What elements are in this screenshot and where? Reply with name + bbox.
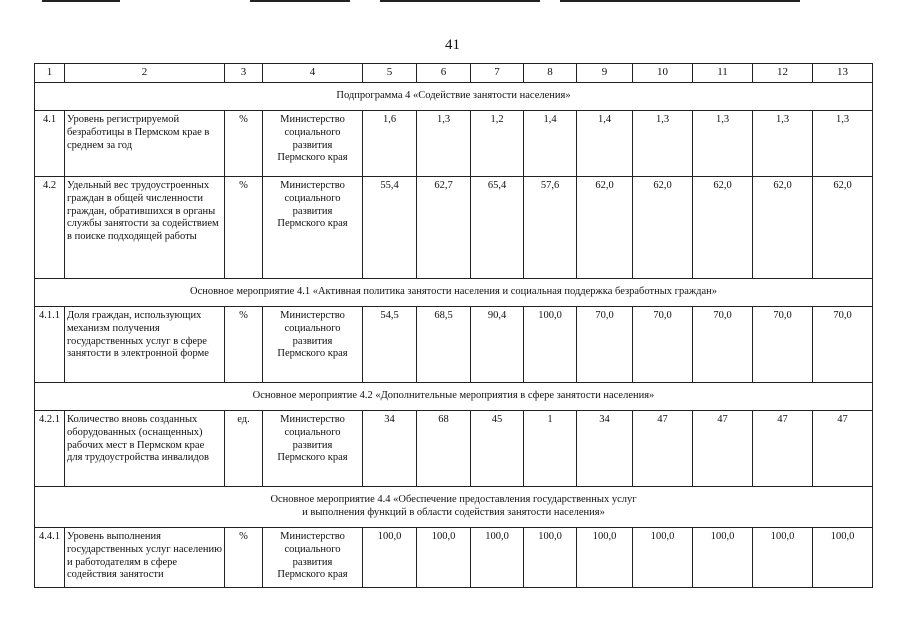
table-row bbox=[35, 177, 873, 279]
value-cell: 1,3 bbox=[633, 111, 693, 177]
value-cell: 70,0 bbox=[753, 307, 813, 383]
value-cell: 55,4 bbox=[363, 177, 417, 279]
row-number: 4.1 bbox=[35, 111, 65, 177]
value-cell: 47 bbox=[633, 411, 693, 487]
row-number: 4.2 bbox=[35, 177, 65, 279]
value-cell: 62,0 bbox=[693, 177, 753, 279]
indicator-name: Удельный вес трудоустроенных граждан в общей численности граждан, обратившихся в органы службы занятости за содействием в поиске подходящей работы bbox=[65, 177, 225, 279]
responsible-cell bbox=[263, 111, 363, 177]
column-number: 1 bbox=[35, 64, 65, 83]
unit-cell: % bbox=[225, 111, 263, 177]
section-title: Основное мероприятие 4.2 «Дополнительные мероприятия в сфере занятости населения» bbox=[35, 383, 873, 411]
value-cell: 54,5 bbox=[363, 307, 417, 383]
value-cell: 34 bbox=[363, 411, 417, 487]
responsible-line: социального bbox=[284, 126, 341, 138]
responsible-cell bbox=[263, 528, 363, 588]
column-number: 11 bbox=[693, 64, 753, 83]
section-title bbox=[35, 487, 873, 528]
value-cell: 90,4 bbox=[471, 307, 524, 383]
top-rule-4 bbox=[560, 0, 800, 2]
responsible-cell bbox=[263, 177, 363, 279]
row-number: 4.1.1 bbox=[35, 307, 65, 383]
row-number: 4.2.1 bbox=[35, 411, 65, 487]
column-number: 8 bbox=[524, 64, 577, 83]
value-cell: 47 bbox=[813, 411, 873, 487]
column-number-row bbox=[35, 64, 873, 83]
responsible-line: Пермского края bbox=[277, 152, 348, 164]
value-cell: 62,0 bbox=[633, 177, 693, 279]
table-row bbox=[35, 528, 873, 588]
unit-cell: % bbox=[225, 528, 263, 588]
responsible-line: социального bbox=[284, 322, 341, 334]
responsible-line: Министерство bbox=[280, 180, 345, 191]
section-title-line: и выполнения функций в области содействия занятости населения» bbox=[302, 507, 605, 518]
responsible-line: Министерство bbox=[280, 414, 345, 425]
value-cell: 1,4 bbox=[577, 111, 633, 177]
responsible-line: социального bbox=[284, 426, 341, 438]
responsible-line: социального bbox=[284, 543, 341, 555]
responsible-line: развития bbox=[292, 556, 333, 568]
section-row bbox=[35, 279, 873, 307]
value-cell: 62,7 bbox=[417, 177, 471, 279]
column-number: 5 bbox=[363, 64, 417, 83]
value-cell: 65,4 bbox=[471, 177, 524, 279]
value-cell: 100,0 bbox=[471, 528, 524, 588]
page-number: 41 bbox=[445, 37, 460, 53]
table-row bbox=[35, 411, 873, 487]
responsible-line: социального bbox=[284, 192, 341, 204]
column-number: 6 bbox=[417, 64, 471, 83]
section-row bbox=[35, 487, 873, 528]
responsible-line: развития bbox=[292, 439, 333, 451]
column-number: 10 bbox=[633, 64, 693, 83]
value-cell: 100,0 bbox=[693, 528, 753, 588]
top-rule-1 bbox=[42, 0, 120, 2]
responsible-line: Министерство bbox=[280, 310, 345, 321]
responsible-cell bbox=[263, 411, 363, 487]
section-row bbox=[35, 83, 873, 111]
indicator-name: Уровень выполнения государственных услуг населению и работодателям в сфере содействия занятости bbox=[65, 528, 225, 588]
value-cell: 100,0 bbox=[633, 528, 693, 588]
responsible-line: Пермского края bbox=[277, 569, 348, 581]
responsible-line: Пермского края bbox=[277, 452, 348, 464]
column-number: 9 bbox=[577, 64, 633, 83]
value-cell: 100,0 bbox=[577, 528, 633, 588]
value-cell: 1,2 bbox=[471, 111, 524, 177]
unit-cell: ед. bbox=[225, 411, 263, 487]
value-cell: 1,6 bbox=[363, 111, 417, 177]
section-row bbox=[35, 383, 873, 411]
value-cell: 62,0 bbox=[577, 177, 633, 279]
top-rule-3 bbox=[380, 0, 540, 2]
column-number: 12 bbox=[753, 64, 813, 83]
section-title-line: Основное мероприятие 4.4 «Обеспечение предоставления государственных услуг bbox=[270, 494, 637, 506]
unit-cell: % bbox=[225, 307, 263, 383]
value-cell: 100,0 bbox=[753, 528, 813, 588]
indicator-name: Доля граждан, использующих механизм получения государственных услуг в сфере занятости в электронной форме bbox=[65, 307, 225, 383]
value-cell: 1,3 bbox=[693, 111, 753, 177]
responsible-line: развития bbox=[292, 139, 333, 151]
responsible-line: развития bbox=[292, 335, 333, 347]
column-number: 13 bbox=[813, 64, 873, 83]
value-cell: 1 bbox=[524, 411, 577, 487]
indicator-name: Уровень регистрируемой безработицы в Пермском крае в среднем за год bbox=[65, 111, 225, 177]
column-number: 2 bbox=[65, 64, 225, 83]
value-cell: 70,0 bbox=[813, 307, 873, 383]
responsible-line: Пермского края bbox=[277, 348, 348, 360]
value-cell: 45 bbox=[471, 411, 524, 487]
value-cell: 57,6 bbox=[524, 177, 577, 279]
value-cell: 70,0 bbox=[633, 307, 693, 383]
section-title: Основное мероприятие 4.1 «Активная политика занятости населения и социальная поддержка безработных граждан» bbox=[35, 279, 873, 307]
value-cell: 68 bbox=[417, 411, 471, 487]
value-cell: 100,0 bbox=[524, 528, 577, 588]
unit-cell: % bbox=[225, 177, 263, 279]
row-number: 4.4.1 bbox=[35, 528, 65, 588]
column-number: 4 bbox=[263, 64, 363, 83]
responsible-line: Пермского края bbox=[277, 218, 348, 230]
value-cell: 1,3 bbox=[753, 111, 813, 177]
value-cell: 100,0 bbox=[417, 528, 471, 588]
value-cell: 68,5 bbox=[417, 307, 471, 383]
top-rule-2 bbox=[250, 0, 350, 2]
value-cell: 62,0 bbox=[753, 177, 813, 279]
value-cell: 100,0 bbox=[524, 307, 577, 383]
table-row bbox=[35, 111, 873, 177]
responsible-line: Министерство bbox=[280, 531, 345, 542]
value-cell: 62,0 bbox=[813, 177, 873, 279]
value-cell: 47 bbox=[753, 411, 813, 487]
value-cell: 1,3 bbox=[813, 111, 873, 177]
responsible-line: развития bbox=[292, 205, 333, 217]
table-row bbox=[35, 307, 873, 383]
section-title: Подпрограмма 4 «Содействие занятости населения» bbox=[35, 83, 873, 111]
column-number: 7 bbox=[471, 64, 524, 83]
value-cell: 70,0 bbox=[577, 307, 633, 383]
indicator-name: Количество вновь созданных оборудованных (оснащенных) рабочих мест в Пермском крае для трудоустройства инвалидов bbox=[65, 411, 225, 487]
value-cell: 100,0 bbox=[363, 528, 417, 588]
responsible-cell bbox=[263, 307, 363, 383]
indicators-table bbox=[34, 63, 873, 588]
responsible-line: Министерство bbox=[280, 114, 345, 125]
value-cell: 70,0 bbox=[693, 307, 753, 383]
value-cell: 1,3 bbox=[417, 111, 471, 177]
value-cell: 47 bbox=[693, 411, 753, 487]
value-cell: 1,4 bbox=[524, 111, 577, 177]
column-number: 3 bbox=[225, 64, 263, 83]
value-cell: 100,0 bbox=[813, 528, 873, 588]
value-cell: 34 bbox=[577, 411, 633, 487]
